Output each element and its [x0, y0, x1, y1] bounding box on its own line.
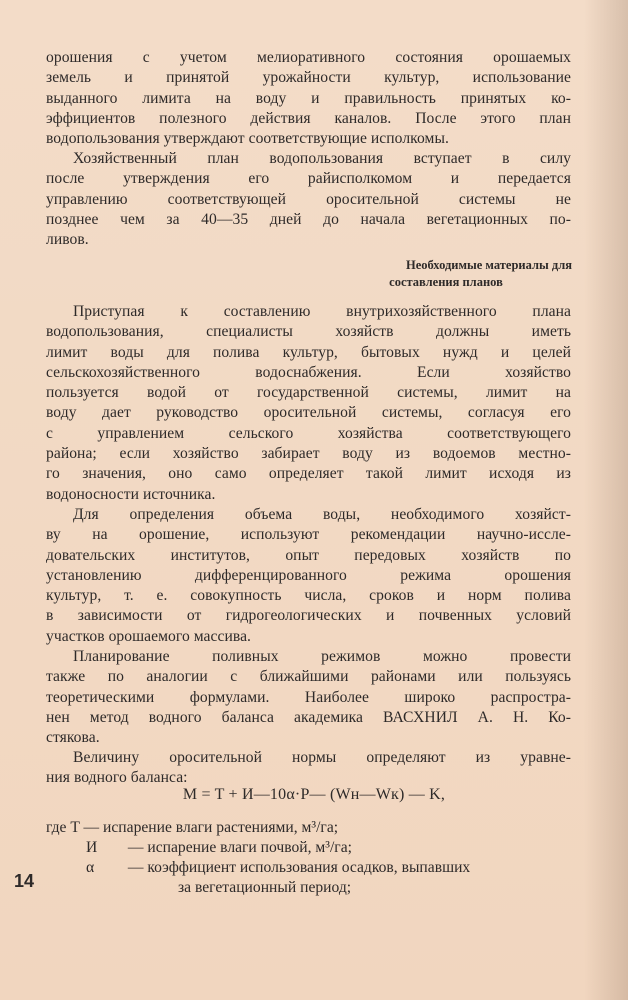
- heading-line-1: Необходимые материалы для: [406, 258, 572, 272]
- text-line: ву на орошение, используют рекомендации научно-иссле-: [46, 526, 571, 544]
- paragraph-3: [46, 302, 571, 505]
- text-line: эффициентов полезного действия каналов. После этого план: [46, 109, 571, 127]
- paragraph-6: [46, 748, 571, 789]
- paragraph-2: [46, 149, 571, 250]
- legend-row: [46, 838, 571, 858]
- text-line: земель и принятой урожайности культур, использование: [46, 69, 571, 87]
- legend-row-continuation: за вегетационный период;: [178, 879, 352, 896]
- text-line: ливов.: [46, 231, 89, 249]
- legend-row: [46, 818, 571, 838]
- legend-text: — испарение влаги почвой, м³/га;: [127, 839, 352, 856]
- text-line: также по аналогии с ближайшими районами или пользуясь: [46, 668, 571, 686]
- legend-symbol: T: [70, 819, 80, 836]
- text-line: после утверждения его райисполкомом и передается: [46, 170, 571, 188]
- text-line: Хозяйственный план водопользования вступает в силу: [73, 150, 571, 167]
- text-line: участков орошаемого массива.: [46, 627, 251, 645]
- legend-prefix: где: [46, 819, 67, 836]
- paragraph-4: [46, 505, 571, 647]
- text-line: лимит воды для полива культур, бытовых нужд и целей: [46, 343, 571, 361]
- text-line: установлению дифференцированного режима орошения: [46, 566, 571, 584]
- text-line: Планирование поливных режимов можно провести: [73, 648, 571, 665]
- paragraph-1: [46, 48, 571, 149]
- text-line: сельскохозяйственного водоснабжения. Если хозяйство: [46, 363, 571, 381]
- text-line: теоретическими формулами. Наиболее широко распростра-: [46, 688, 571, 706]
- text-line: Величину оросительной нормы определяют из уравне-: [73, 749, 571, 766]
- text-line: водоносности источника.: [46, 485, 216, 503]
- paragraph-5: [46, 647, 571, 748]
- text-line: района; если хозяйство забирает воду из водоемов местно-: [46, 445, 571, 463]
- text-line: с управлением сельского хозяйства соответствующего: [46, 424, 571, 442]
- formula-legend: [46, 818, 571, 898]
- text-line: водопользования утверждают соответствующие исполкомы.: [46, 130, 449, 148]
- text-line: орошения с учетом мелиоративного состояния орошаемых: [46, 49, 571, 66]
- text-line: позднее чем за 40—35 дней до начала вегетационных по-: [46, 210, 571, 228]
- text-line: довательских институтов, опыт передовых хозяйств по: [46, 546, 571, 564]
- page-number: 14: [14, 871, 35, 891]
- legend-text: — коэффициент использования осадков, выпавших: [127, 859, 471, 876]
- text-line: Приступая к составлению внутрихозяйственного плана: [73, 303, 571, 320]
- text-line: пользуется водой от государственной системы, лимит на: [46, 384, 571, 402]
- text-line: выданного лимита на воду и правильность принятых ко-: [46, 89, 571, 107]
- legend-text: — испарение влаги растениями, м³/га;: [83, 819, 339, 836]
- text-line: нен метод водного баланса академика ВАСХНИЛ А. Н. Ко-: [46, 708, 571, 726]
- text-line: в зависимости от гидрогеологических и почвенных условий: [46, 607, 571, 625]
- text-line: Для определения объема воды, необходимого хозяйст-: [73, 506, 571, 523]
- legend-row: [46, 858, 571, 878]
- legend-symbol: И: [86, 839, 98, 856]
- section-heading: [300, 257, 572, 291]
- text-line: стякова.: [46, 729, 100, 747]
- text-line: водопользования, специалисты хозяйств должны иметь: [46, 323, 571, 341]
- text-line: культур, т. е. совокупность числа, сроков и норм полива: [46, 587, 571, 605]
- heading-line-2: составления планов: [389, 275, 503, 289]
- text-line: го значения, оно само определяет такой лимит исходя из: [46, 465, 571, 483]
- water-balance-formula: M = T + И—10α·P— (Wн—Wк) — K,: [182, 786, 446, 803]
- text-line: управлению соответствующей оросительной системы не: [46, 190, 571, 208]
- text-line: воду дает руководство оросительной системы, согласуя его: [46, 404, 571, 422]
- legend-symbol: α: [86, 859, 95, 876]
- text-line: ния водного баланса:: [46, 769, 188, 787]
